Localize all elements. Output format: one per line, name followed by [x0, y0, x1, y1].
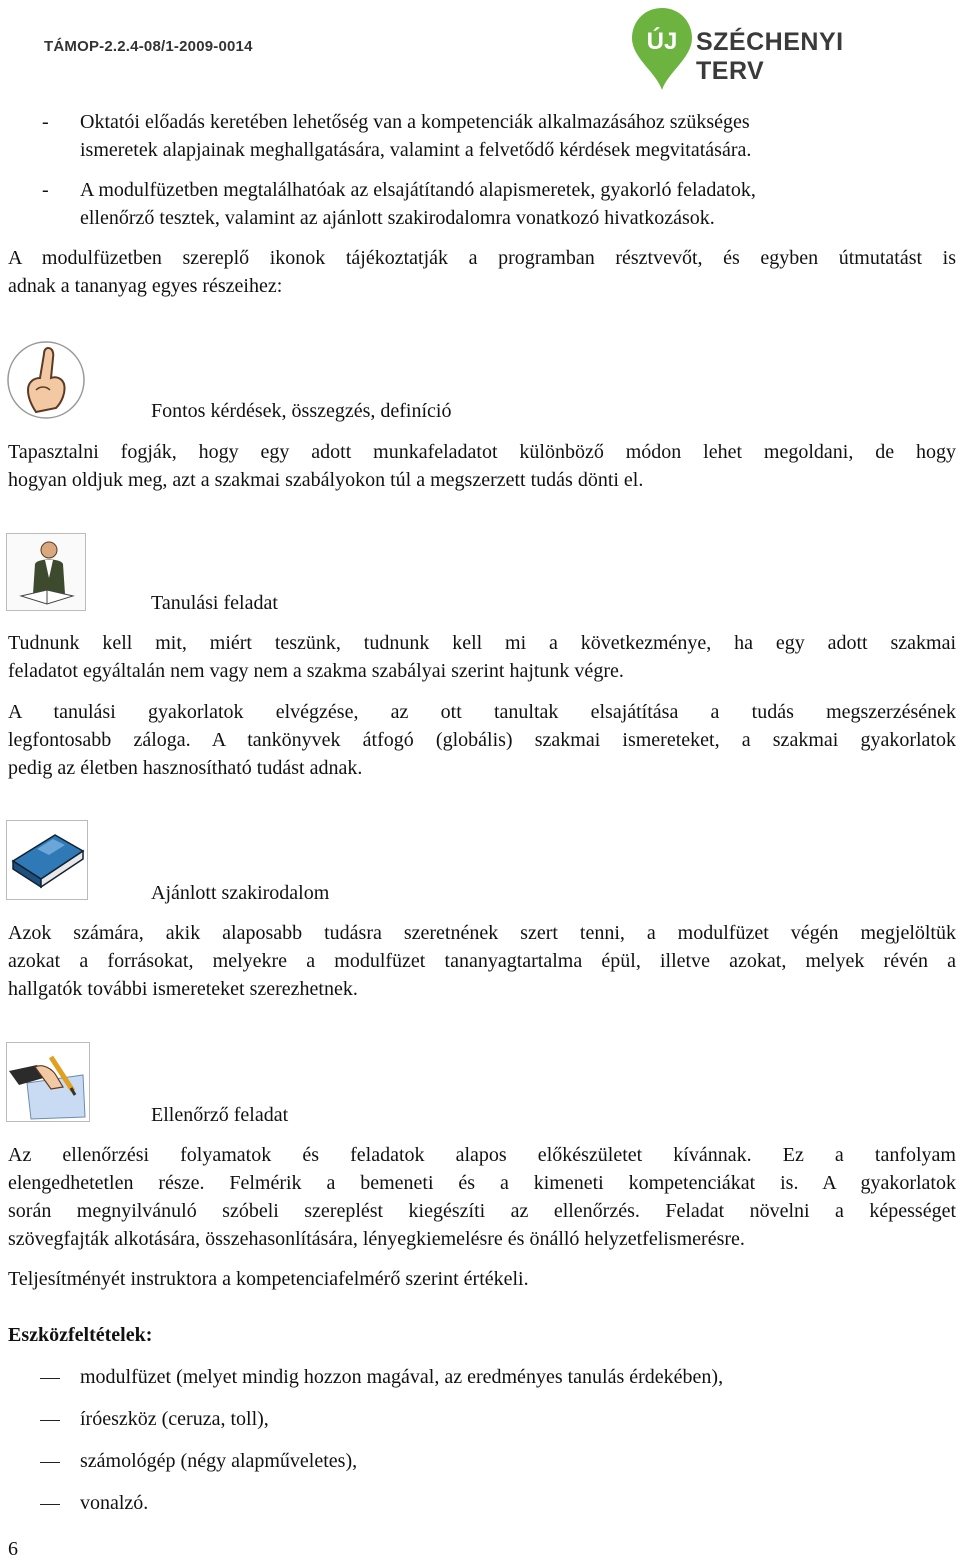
tools-item: számológép (négy alapműveletes),: [80, 1450, 358, 1472]
icons-intro-line2: adnak a tananyag egyes részeihez:: [8, 275, 283, 297]
reading-man-icon: [6, 533, 86, 611]
caption-learning: Tanulási feladat: [151, 592, 278, 614]
tools-heading: Eszközfeltételek:: [8, 1324, 153, 1346]
learning-p1-line2: feladatot egyáltalán nem vagy nem a szakma szabályai szerint hajtunk végre.: [8, 660, 624, 682]
literature-p1-line3: hallgatók további ismereteket szerezhetnek.: [8, 978, 358, 1000]
list-dash: [40, 1378, 60, 1379]
book-icon: [6, 820, 88, 900]
caption-literature: Ajánlott szakirodalom: [151, 882, 330, 904]
caption-check: Ellenőrző feladat: [151, 1104, 289, 1126]
szechenyi-terv-logo: [630, 6, 910, 92]
tools-item: vonalzó.: [80, 1492, 149, 1514]
check-p1-line2: elengedhetetlen része. Felmérik a bemeneti és a kimeneti kompetenciákat is. A gyakorlatok: [8, 1172, 956, 1194]
bullet-dash: -: [42, 179, 49, 201]
tools-item: modulfüzet (melyet mindig hozzon magával, az eredményes tanulás érdekében),: [80, 1366, 724, 1388]
icons-intro-line1: A modulfüzetben szereplő ikonok tájékoztatják a programban résztvevőt, és egyben útmutatást is: [8, 247, 956, 269]
tools-item: íróeszköz (ceruza, toll),: [80, 1408, 269, 1430]
intro-item-2-line1: A modulfüzetben megtalálhatóak az elsajátítandó alapismeretek, gyakorló feladatok,: [80, 179, 756, 201]
page-number: 6: [8, 1538, 18, 1560]
list-dash: [40, 1420, 60, 1421]
check-p1-line1: Az ellenőrzési folyamatok és feladatok alapos előkészületet kívánnak. Ez a tanfolyam: [8, 1144, 956, 1166]
logo-badge: ÚJ: [646, 28, 678, 55]
intro-item-1-line1: Oktatói előadás keretében lehetőség van a kompetenciák alkalmazásához szükséges: [80, 111, 750, 133]
literature-p1-line1: Azok számára, akik alaposabb tudásra szeretnének szert tenni, a modulfüzet végén megjelöltük: [8, 922, 956, 944]
intro-item-2-line2: ellenőrző tesztek, valamint az ajánlott szakirodalomra vonatkozó hivatkozások.: [80, 207, 715, 229]
important-p1-line1: Tapasztalni fogják, hogy egy adott munkafeladatot különböző módon lehet megoldani, de hogy: [8, 441, 956, 463]
logo-text: SZÉCHENYI TERV: [696, 28, 844, 85]
intro-item-1-line2: ismeretek alapjainak meghallgatására, valamint a felvetődő kérdések megvitatására.: [80, 139, 752, 161]
list-dash: [40, 1504, 60, 1505]
learning-p1-line1: Tudnunk kell mit, miért teszünk, tudnunk kell mi a következménye, ha egy adott szakmai: [8, 632, 956, 654]
learning-p2-line3: pedig az életben hasznosítható tudást adnak.: [8, 757, 363, 779]
check-p2: Teljesítményét instruktora a kompetenciafelmérő szerint értékeli.: [8, 1268, 529, 1290]
learning-p2-line2: legfontosabb záloga. A tankönyvek átfogó (globális) szakmai ismereteket, a szakmai gyakorlatok: [8, 729, 956, 751]
bullet-dash: -: [42, 111, 49, 133]
learning-p2-line1: A tanulási gyakorlatok elvégzése, az ott tanultak elsajátítása a tudás megszerzésének: [8, 701, 956, 723]
literature-p1-line2: azokat a forrásokat, melyekre a modulfüzet tananyagtartalma épül, illetve azokat, melyek révén a: [8, 950, 956, 972]
check-p1-line3: során megnyilvánuló szóbeli szereplést kiegészíti az ellenőrzés. Feladat növelni a képességet: [8, 1200, 956, 1222]
check-p1-line4: szövegfajták alkotására, összehasonlítására, lényegkiemelésre és önálló helyzetfelismerésre.: [8, 1228, 745, 1250]
caption-important: Fontos kérdések, összegzés, definíció: [151, 400, 452, 422]
pointing-finger-icon: [6, 340, 86, 420]
project-code: TÁMOP-2.2.4-08/1-2009-0014: [44, 38, 253, 55]
writing-hand-icon: [6, 1042, 90, 1122]
list-dash: [40, 1462, 60, 1463]
important-p1-line2: hogyan oldjuk meg, azt a szakmai szabályokon túl a megszerzett tudás dönti el.: [8, 469, 644, 491]
